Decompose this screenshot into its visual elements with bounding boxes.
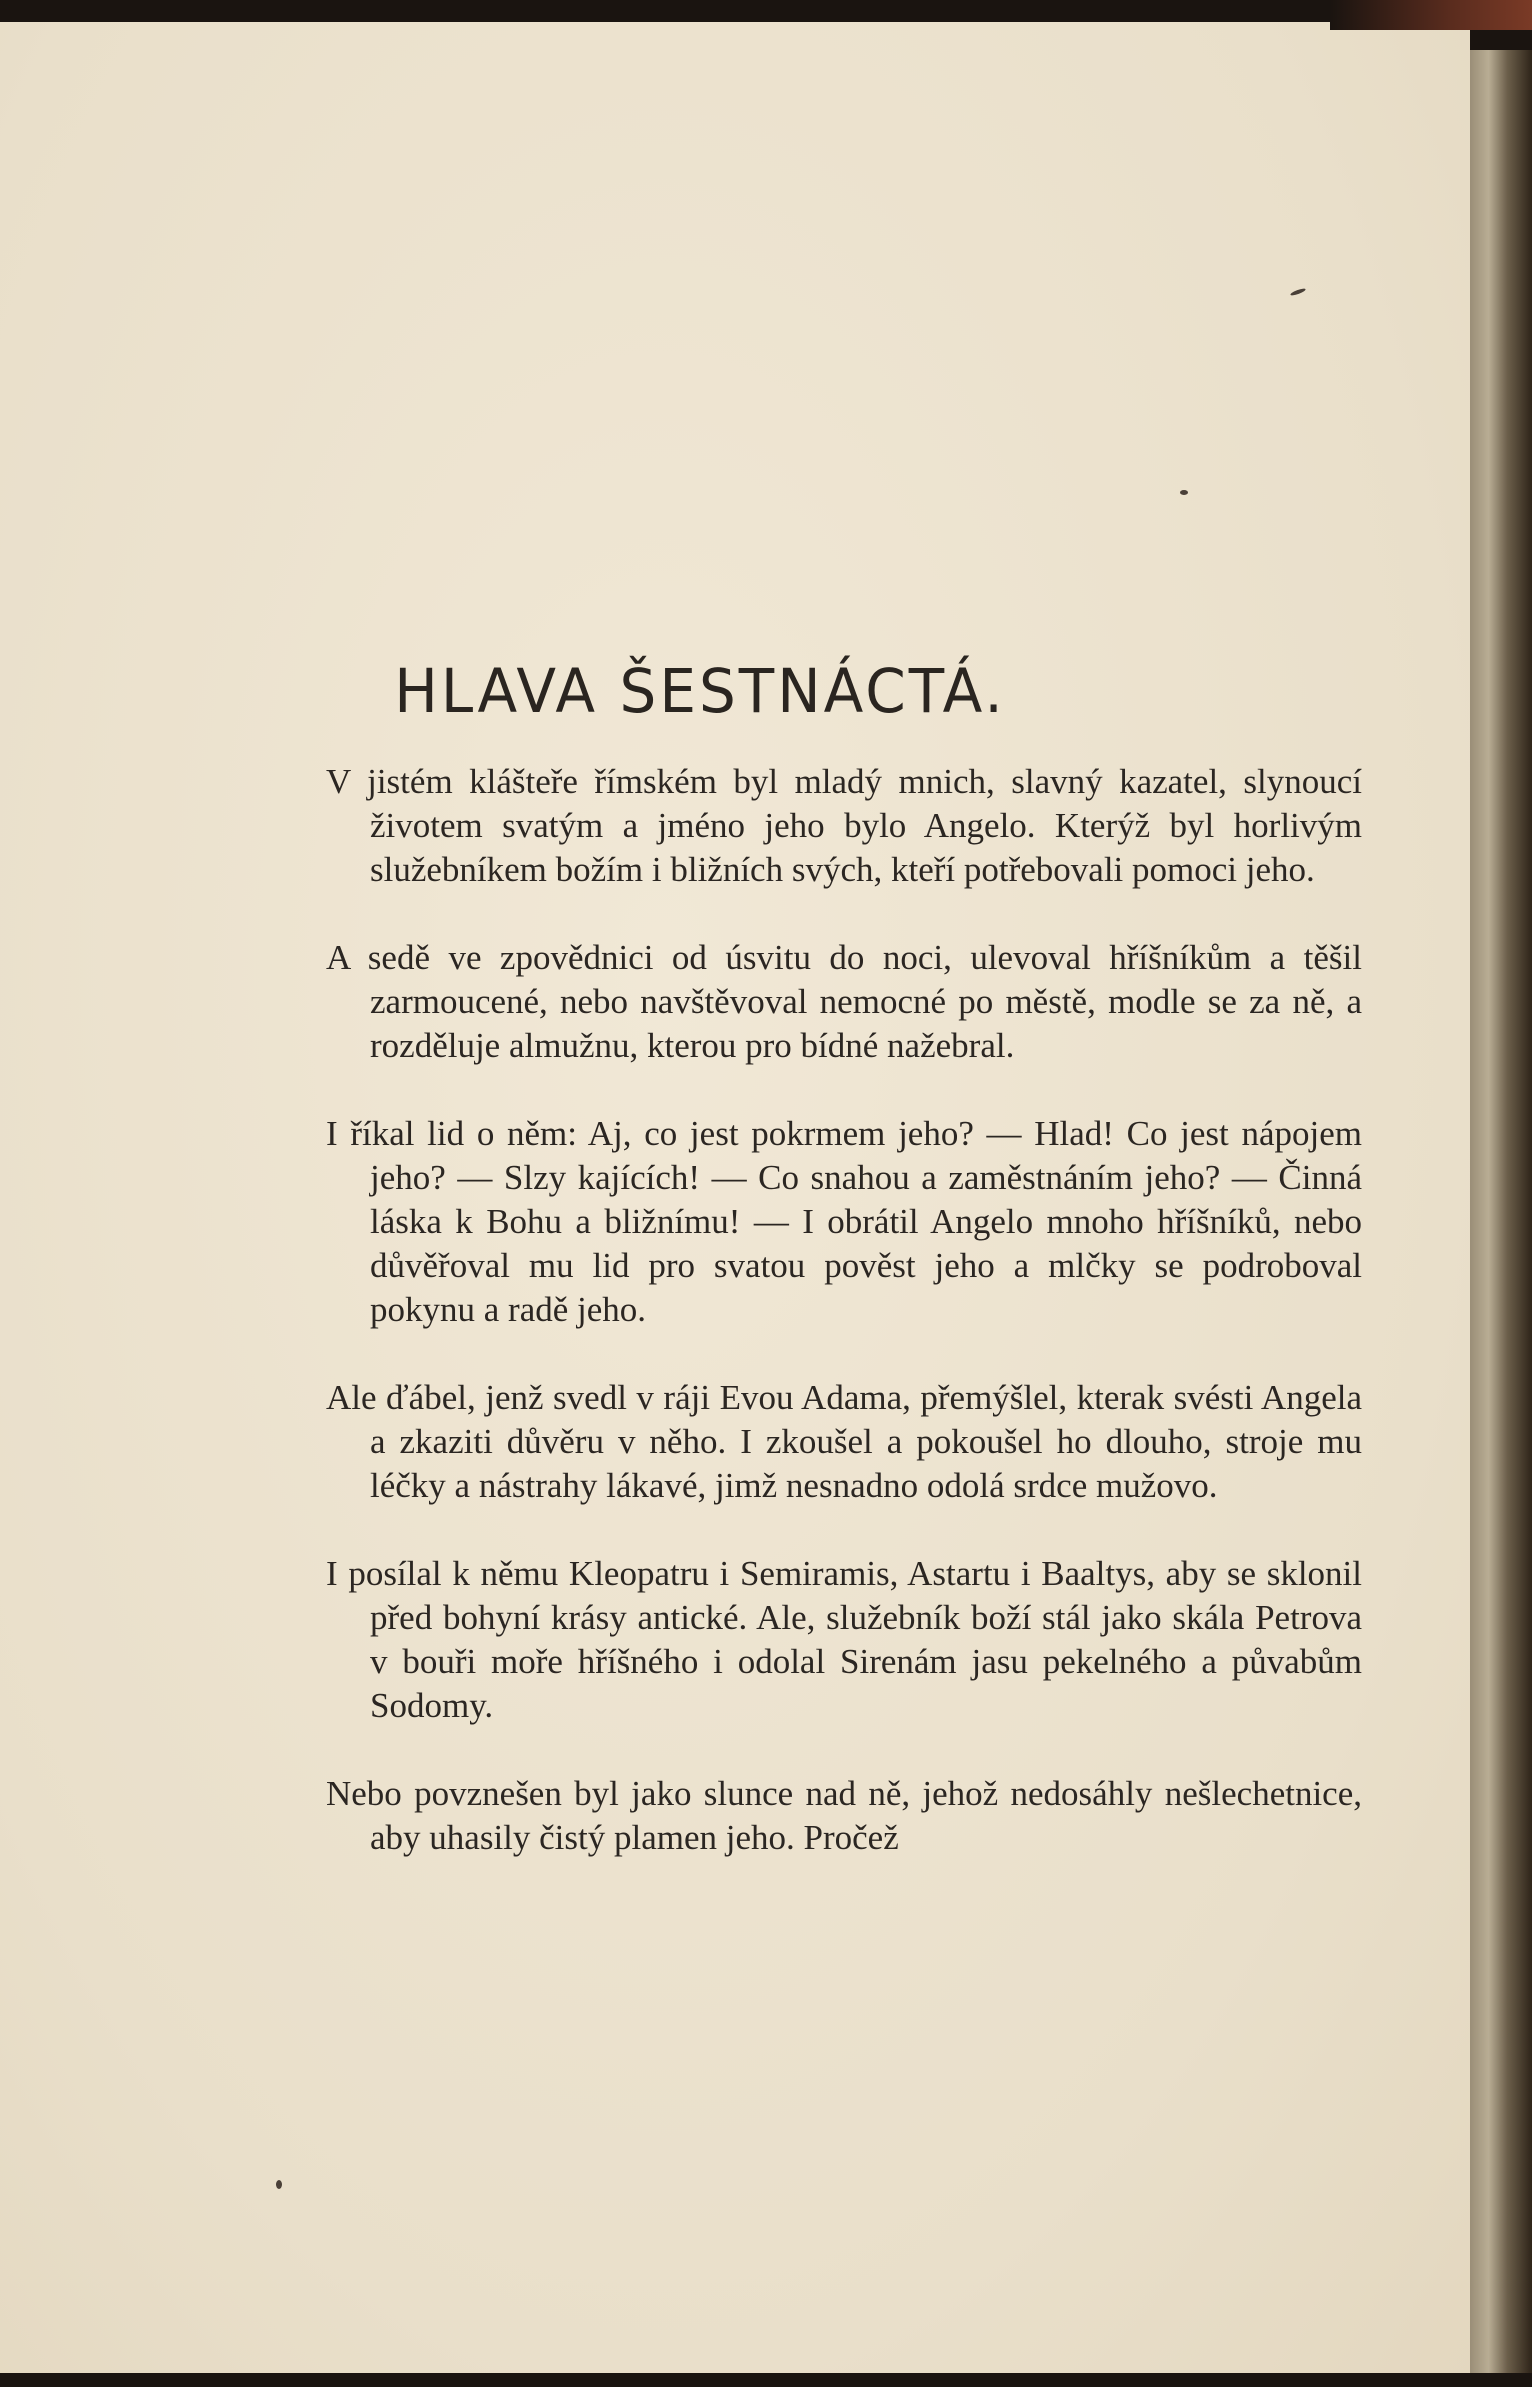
page-edge xyxy=(1470,50,1532,2387)
chapter-title: HLAVA ŠESTNÁCTÁ. xyxy=(394,655,1006,727)
paragraph-5: I posílal k němu Kleopatru i Semiramis, Astartu i Baaltys, aby se sklonil před bohyní krásy antické. Ale, služebník boží stál jako skála Petrova v bouři moře hříšného i odolal Sirenám jasu pekelného a půvabům Sodomy. xyxy=(326,1554,1362,1725)
ink-speck xyxy=(1180,490,1188,495)
paragraph-3: I říkal lid o něm: Aj, co jest pokrmem jeho? — Hlad! Co jest nápojem jeho? — Slzy kajících! — Co snahou a zaměstnáním jeho? — Činná láska k Bohu a bližnímu! — I obrátil Angelo mnoho hříšníků, nebo důvěřoval mu lid pro svatou pověst jeho a mlčky se podroboval pokynu a radě jeho. xyxy=(326,1114,1362,1329)
paragraph-6: Nebo povznešen byl jako slunce nad ně, jehož nedosáhly nešlechetnice, aby uhasily čistý plamen jeho. Pročež xyxy=(326,1774,1362,1857)
paragraph-1: V jistém klášteře římském byl mladý mnich, slavný kazatel, slynoucí životem svatým a jméno jeho bylo Angelo. Kterýž byl horlivým služebníkem božím i bližních svých, kteří potřebovali pomoci jeho. xyxy=(326,762,1362,889)
book-binding xyxy=(1330,0,1532,30)
body-text xyxy=(326,760,1362,1860)
paragraph-4: Ale ďábel, jenž svedl v ráji Evou Adama, přemýšlel, kterak svésti Angela a zkaziti důvěru v něho. I zkoušel a pokoušel ho dlouho, stroje mu léčky a nástrahy lákavé, jimž nesnadno odolá srdce mužovo. xyxy=(326,1378,1362,1505)
ink-speck xyxy=(276,2180,282,2189)
paragraph-2: A sedě ve zpovědnici od úsvitu do noci, ulevoval hříšníkům a těšil zarmoucené, nebo navštěvoval nemocné po městě, modle se za ně, a rozděluje almužnu, kterou pro bídné nažebral. xyxy=(326,938,1362,1065)
scan-border xyxy=(0,2373,1532,2387)
